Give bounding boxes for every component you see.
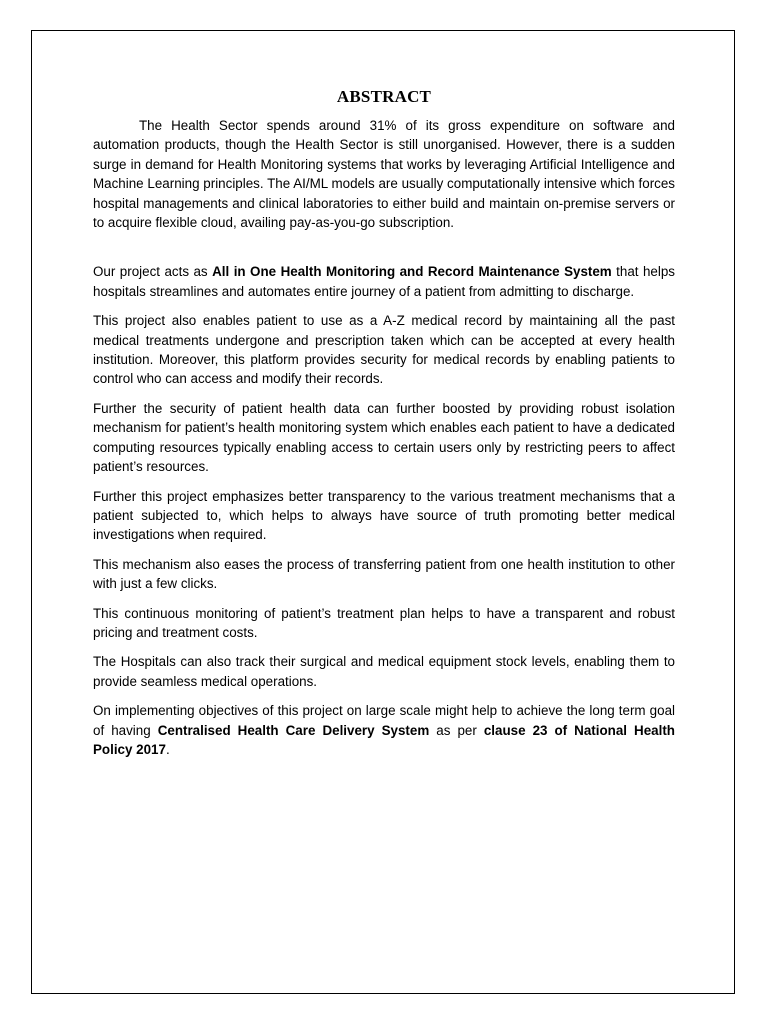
document-body	[93, 86, 675, 769]
abstract-title: ABSTRACT	[336, 87, 432, 106]
system-name-bold: All in One Health Monitoring and Record Maintenance System	[212, 264, 612, 280]
policy-bold: clause 23 of National Health Policy 2017	[93, 722, 675, 757]
paragraph-equipment: The Hospitals can also track their surgical and medical equipment stock levels, enabling them to provide seamless medical operations.	[93, 654, 675, 689]
paragraph-transfer: This mechanism also eases the process of transferring patient from one health institution to other with just a few clicks.	[93, 556, 675, 592]
paragraph-text: that helps hospitals streamlines and automates entire journey of a patient from admitting to discharge.	[93, 264, 675, 299]
paragraph-goal	[93, 701, 675, 759]
paragraph-pricing: This continuous monitoring of patient’s treatment plan helps to have a transparent and robust pricing and treatment costs.	[93, 605, 675, 640]
paragraph-text: On implementing objectives of this project on large scale might help to achieve the long term goal of having	[93, 703, 675, 738]
paragraph-text: Our project acts as	[93, 264, 213, 280]
paragraph-project-overview	[93, 262, 675, 301]
paragraph-text: .	[165, 741, 170, 757]
paragraph-text: as per	[429, 722, 484, 738]
paragraph-transparency: Further this project emphasizes better transparency to the various treatment mechanisms that a patient subjected to, which helps to always have source of truth promoting better medical investigations when required.	[93, 488, 675, 543]
goal-bold: Centralised Health Care Delivery System	[157, 722, 430, 738]
paragraph-security: Further the security of patient health data can further boosted by providing robust isolation mechanism for patient’s health monitoring system which enables each patient to have a dedicated computing resources typically enabling access to certain users only by restricting peers to affect patient’s resources.	[93, 400, 675, 475]
paragraph-health-sector: The Health Sector spends around 31% of its gross expenditure on software and automation products, though the Health Sector is still unorganised. However, there is a sudden surge in demand for Health Monitoring systems that works by leveraging Artificial Intelligence and Machine Learning principles. The AI/ML models are usually computationally intensive which forces hospital managements and clinical laboratories to either build and maintain on-premise servers or to acquire flexible cloud, availing pay-as-you-go subscription.	[93, 118, 675, 231]
paragraph-medical-record: This project also enables patient to use as a A-Z medical record by maintaining all the past medical treatments undergone and prescription taken which can be accepted at every health institution. Moreover, this platform provides security for medical records by enabling patients to control who can access and modify their records.	[93, 313, 675, 387]
